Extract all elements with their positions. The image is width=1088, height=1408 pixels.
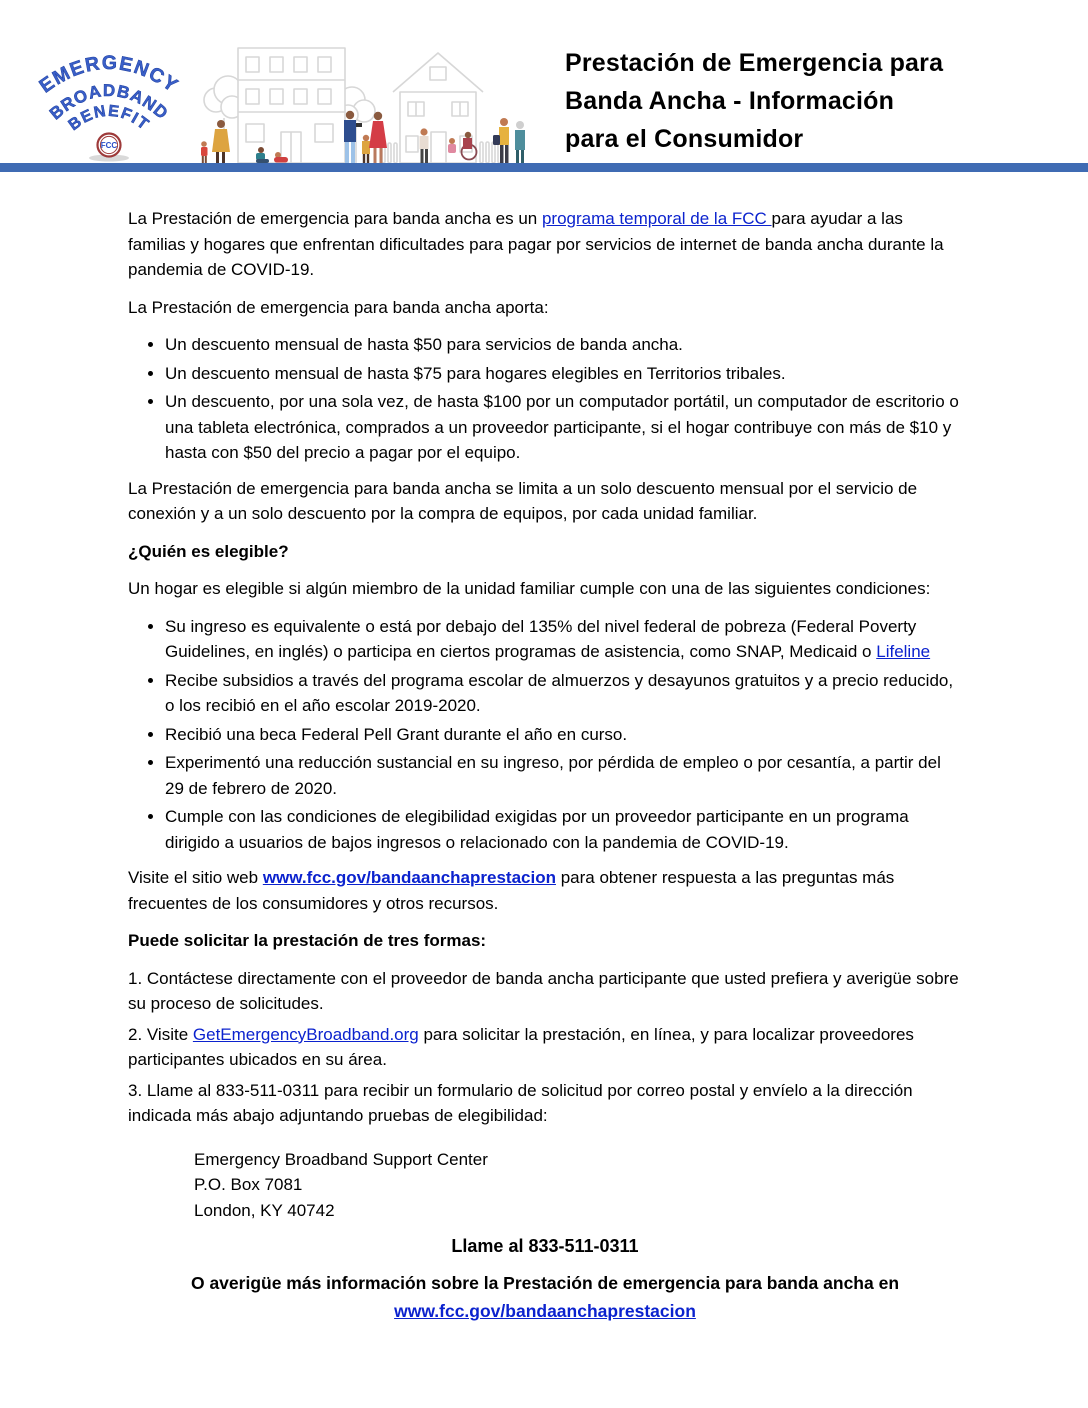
footer-website-link[interactable]: www.fcc.gov/bandaanchaprestacion [394,1301,696,1322]
footer-link-line [128,1298,962,1324]
list-item [165,614,962,665]
address-line: Emergency Broadband Support Center [194,1149,488,1169]
logo-arc-broadband: BROADBAND [45,80,173,124]
eligibility-list [128,614,962,856]
step-3: 3. Llame al 833-511-0311 para recibir un formulario de solicitud por correo postal y envíelo a la dirección indicada más abajo adjuntando pruebas de elegibilidad: [128,1080,913,1125]
logo-arc-benefit: BENEFIT [65,102,153,135]
ebb-logo-icon [33,48,185,162]
document-header [0,0,1088,172]
website-paragraph [128,865,962,916]
benefits-list [128,332,962,466]
phone-line: Llame al 833-511-0311 [451,1236,639,1256]
title-line: para el Consumidor [565,125,804,153]
fcc-website-link[interactable]: www.fcc.gov/bandaanchaprestacion [262,868,556,887]
document-body [0,172,1088,1325]
apply-steps [128,966,962,1129]
lifeline-link[interactable]: Lifeline [876,642,931,661]
mailing-address [194,1147,962,1224]
website-text: Visite el sitio web [128,868,263,887]
step-2 [128,1022,962,1073]
condition-text: Su ingreso es equivalente o está por debajo del 135% del nivel federal de pobreza (Federal Poverty Guidelines, en inglés) o participa en ciertos programas de asistencia, como SNAP, Medicaid o [165,616,917,661]
get-emergency-broadband-link[interactable]: GetEmergencyBroadband.org [192,1024,419,1044]
apply-heading: Puede solicitar la prestación de tres formas: [128,931,487,950]
apartment-building-icon [238,48,345,163]
logo-arc-emergency: EMERGENCY [35,51,183,98]
list-item: • Recibe subsidios a través del programa escolar de almuerzos y desayunos gratuitos y a precio reducido, o los recibió en el año escolar 2019-2020. [165,668,962,719]
step-1: 1. Contáctese directamente con el proveedor de banda ancha participante que usted prefiera y averigüe sobre su proceso de solicitudes. [128,968,959,1013]
fcc-seal-icon [89,134,129,162]
list-item: • Cumple con las condiciones de elegibilidad exigidas por un proveedor participante en un programa dirigido a usuarios de bajos ingresos o relacionado con la pandemia de COVID-19. [165,804,962,855]
header-divider [0,163,1088,172]
benefits-intro: La Prestación de emergencia para banda ancha aporta: [128,297,549,317]
limit-paragraph: La Prestación de emergencia para banda ancha se limita a un solo descuento mensual por el servicio de conexión y a un solo descuento por la compra de equipos, por cada unidad familiar. [128,478,918,523]
address-line: P.O. Box 7081 [194,1175,303,1194]
list-item: • Un descuento, por una sola vez, de hasta $100 por un computador portátil, un computador de escritorio o una tableta electrónica, comprados a un proveedor participante, si el hogar contribuye con más de $10 y hasta con $50 del precio a pagar por el equipo. [165,389,962,466]
footer-info-line: O averigüe más información sobre la Prestación de emergencia para banda ancha en [190,1273,900,1293]
list-item: • Experimentó una reducción sustancial en su ingreso, por pérdida de empleo o por cesantía, a partir del 29 de febrero de 2020. [165,750,962,801]
page-title [565,44,1045,158]
intro-text: para ayudar a las familias y hogares que enfrentan dificultades para pagar por servicios de internet de banda ancha durante la pandemia de COVID-19. [128,209,944,279]
eligibility-heading: ¿Quién es elegible? [128,541,289,561]
step-text: para solicitar la prestación, en línea, y para localizar proveedores participantes ubicados en su área. [128,1024,914,1069]
header-illustration-icon [188,40,533,165]
svg-text:FCC: FCC [100,141,118,150]
title-line: Banda Ancha - Información [565,87,895,115]
step-text: 2. Visite [128,1024,193,1044]
website-text: para obtener respuesta a las preguntas más frecuentes de los consumidores y otros recursos. [128,868,895,913]
list-item: • Un descuento mensual de hasta $50 para servicios de banda ancha. [165,332,962,358]
address-line: London, KY 40742 [194,1200,335,1220]
eligibility-intro: Un hogar es elegible si algún miembro de la unidad familiar cumple con una de las siguientes condiciones: [128,579,931,598]
list-item: • Recibió una beca Federal Pell Grant durante el año en curso. [165,722,962,748]
list-item: • Un descuento mensual de hasta $75 para hogares elegibles en Territorios tribales. [165,361,962,387]
intro-paragraph [128,206,962,283]
fcc-program-link[interactable]: programa temporal de la FCC [541,209,772,228]
intro-text: La Prestación de emergencia para banda ancha es un [128,209,542,228]
title-line: Prestación de Emergencia para [565,49,944,77]
